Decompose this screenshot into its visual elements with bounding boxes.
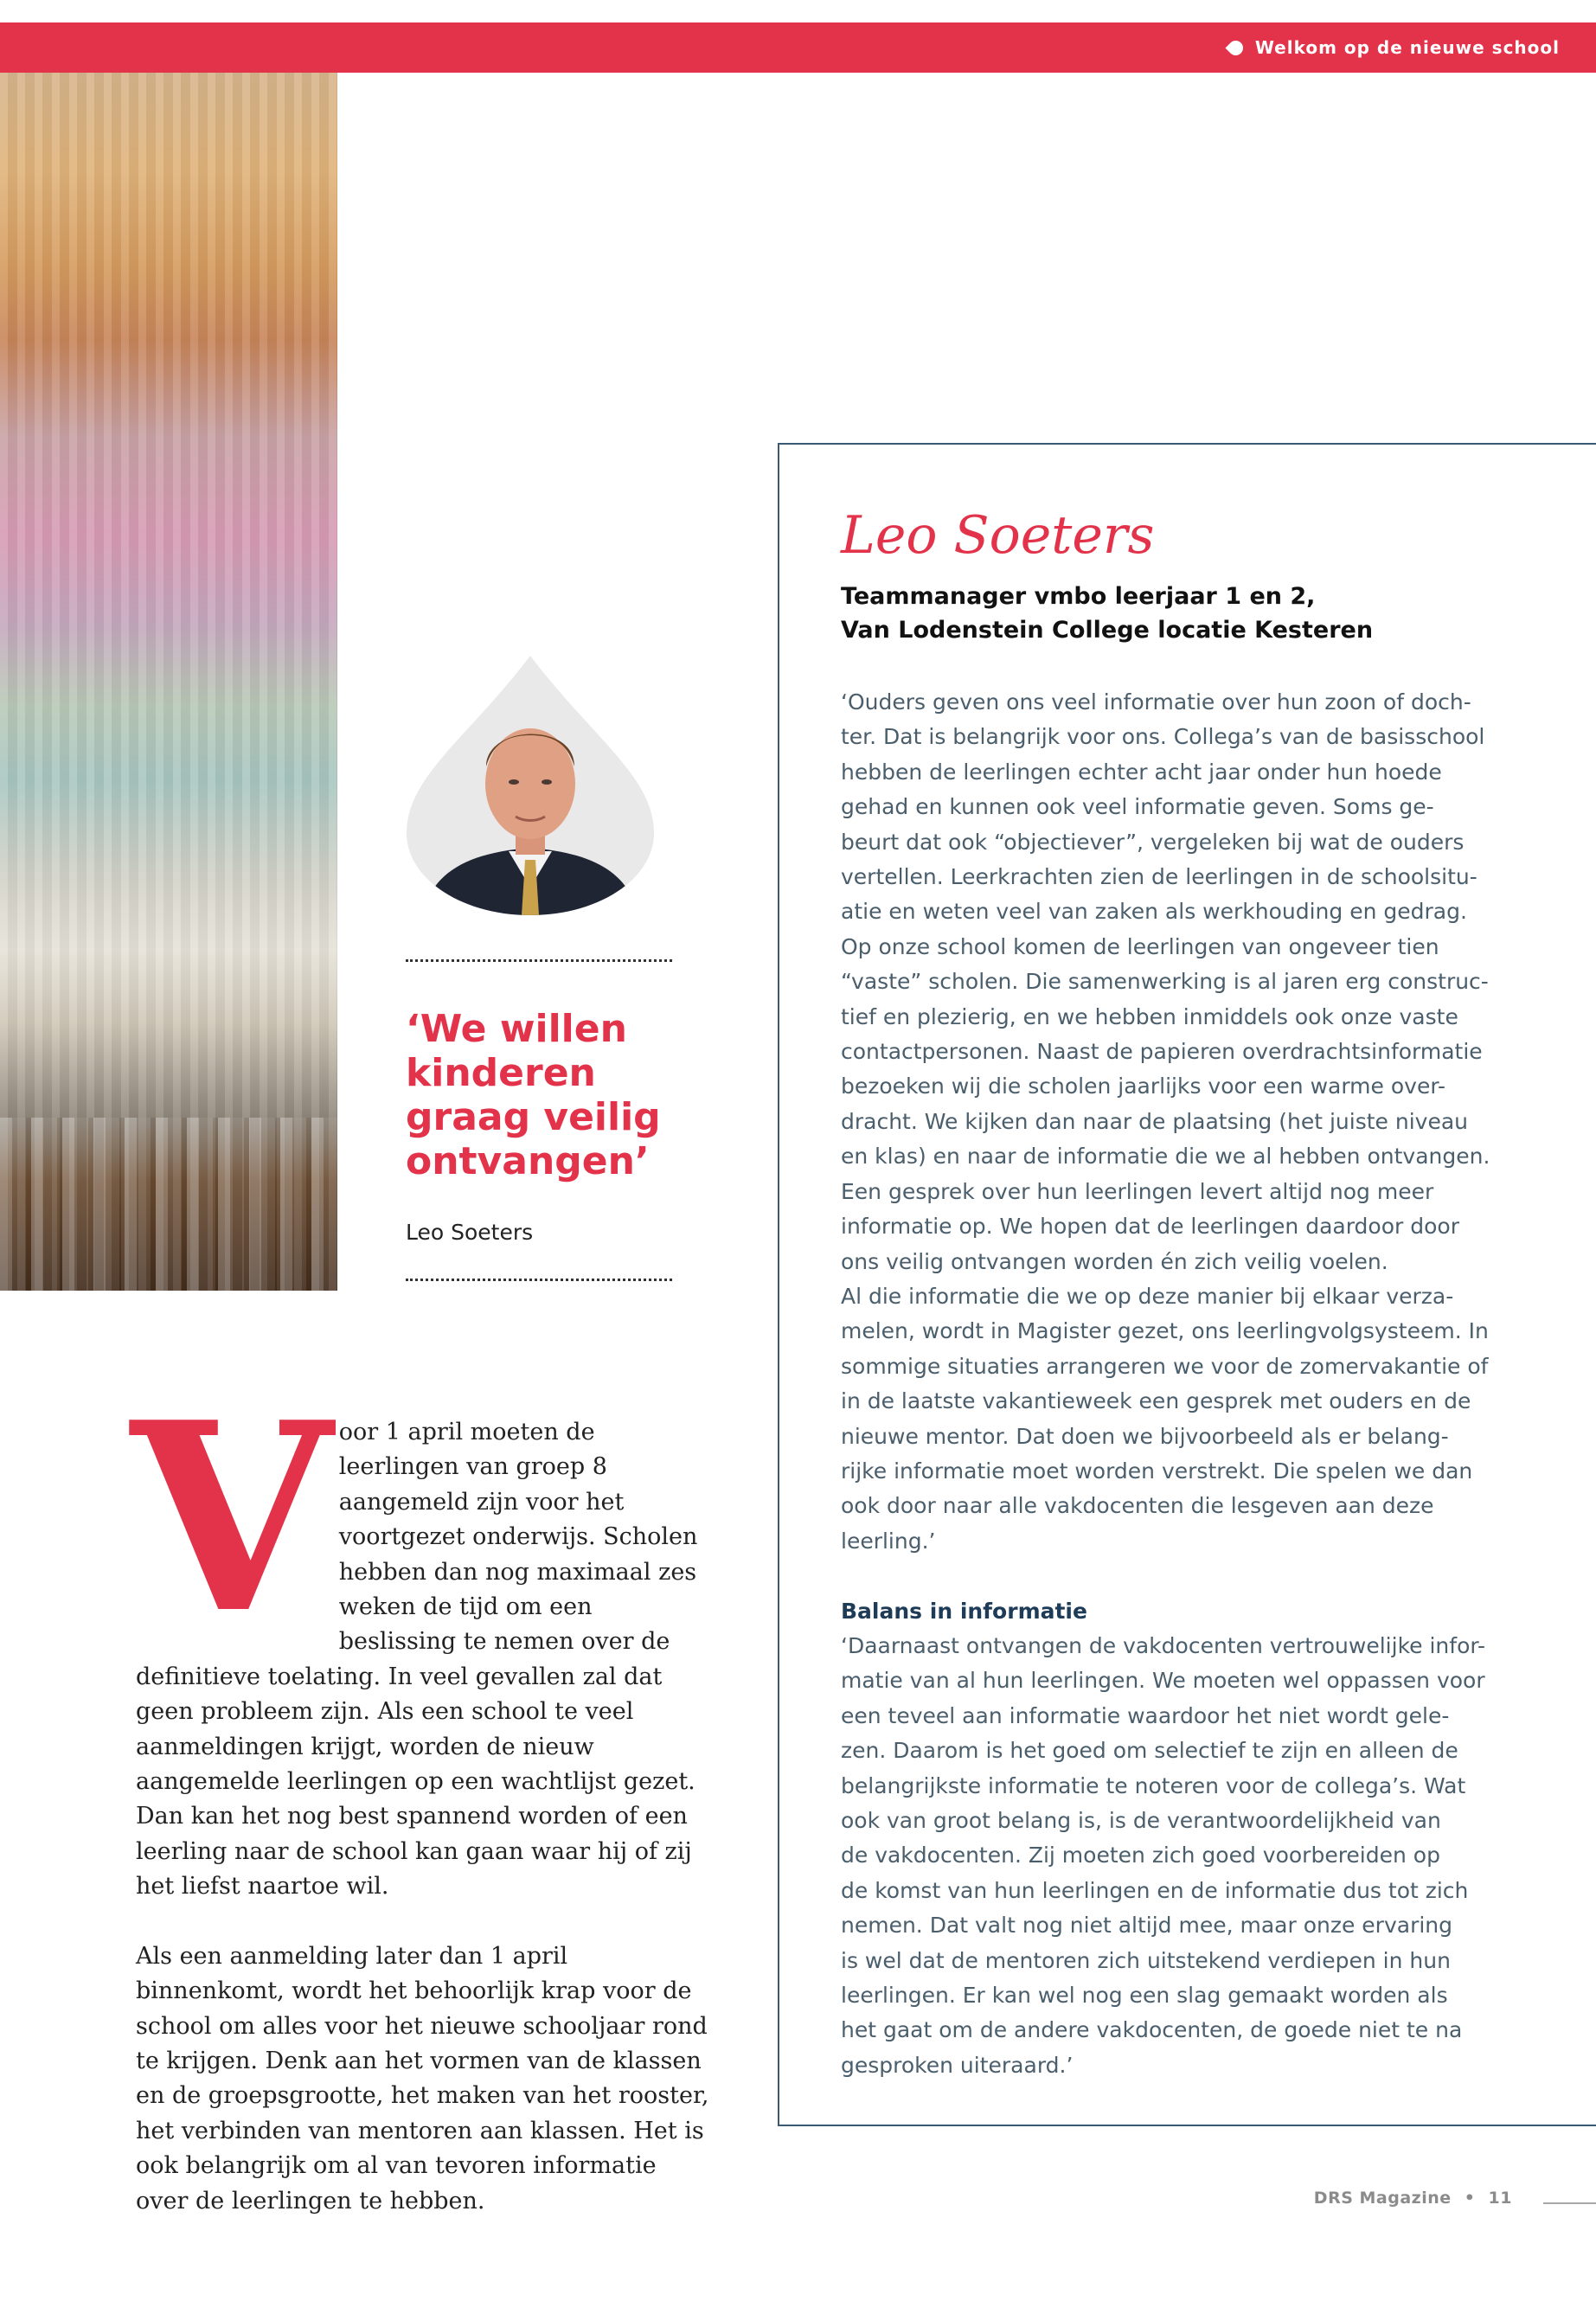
top-dotted-divider xyxy=(406,959,672,962)
interview-line: leerlingen. Er kan wel nog een slag gemaakt worden als xyxy=(841,1983,1448,2009)
interview-line: Al die informatie die we op deze manier bij elkaar verza- xyxy=(841,1283,1454,1309)
interview-line: gehad en kunnen ook veel informatie geven. Soms ge- xyxy=(841,794,1434,820)
section-label-text: Welkom op de nieuwe school xyxy=(1254,37,1560,58)
interview-line: beurt dat ook “objectiever”, vergeleken bij wat de ouders xyxy=(841,829,1465,855)
drop-bullet-icon xyxy=(1225,37,1246,58)
bottom-dotted-divider xyxy=(406,1279,672,1281)
interviewee-name: Leo Soeters xyxy=(841,505,1155,566)
footer-separator: • xyxy=(1464,2189,1476,2208)
pull-quote-line: kinderen xyxy=(406,1051,596,1095)
portrait-icon xyxy=(407,656,654,915)
interview-line: en klas) en naar de informatie die we al hebben ontvangen. xyxy=(841,1144,1490,1170)
interview-line: Een gesprek over hun leerlingen levert altijd nog meer xyxy=(841,1178,1434,1204)
interview-line: atie en weten veel van zaken als werkhouding en gedrag. xyxy=(841,899,1467,925)
interview-line: rijke informatie moet worden verstrekt. Die spelen we dan xyxy=(841,1458,1473,1484)
interview-line: matie van al hun leerlingen. We moeten wel oppassen voor xyxy=(841,1668,1485,1694)
interview-line: tief en plezierig, en we hebben inmiddels ook onze vaste xyxy=(841,1003,1458,1029)
interview-line: een teveel aan informatie waardoor het niet wordt gele- xyxy=(841,1702,1450,1728)
interview-line: in de laatste vakantieweek een gesprek met ouders en de xyxy=(841,1388,1471,1414)
interview-line: nieuwe mentor. Dat doen we bijvoorbeeld als er belang- xyxy=(841,1423,1449,1449)
pull-quote-author: Leo Soeters xyxy=(406,1220,534,1245)
interview-line: ook van groot belang is, is de verantwoordelijkheid van xyxy=(841,1807,1441,1833)
paragraph-gap xyxy=(841,1559,1533,1593)
interview-line: informatie op. We hopen dat de leerlingen daardoor door xyxy=(841,1214,1459,1240)
intro-paragraph-1 xyxy=(131,1365,715,1905)
role-line: Teammanager vmbo leerjaar 1 en 2, xyxy=(841,583,1316,610)
pull-quote xyxy=(406,1007,691,1183)
intro-paragraph-1-text: oor 1 april moeten de leerlingen van groep 8 aangemeld zijn voor het voortgezet onderwijs. Scholen hebben dan nog maximaal zes weken de tijd om een beslissing te nemen over de definitieve toelating. In veel gevallen zal dat geen probleem zijn. Als een school te veel aanmeldingen krijgt, worden de nieuw aangemelde leerlingen op een wachtlijst gezet. Dan kan het nog best spannend worden of een leerling naar de school kan gaan waar hij of zij het liefst naartoe wil. xyxy=(136,1419,698,1900)
pull-quote-line: ontvangen’ xyxy=(406,1139,650,1183)
intro-text xyxy=(131,1365,715,2219)
interview-line: de vakdocenten. Zij moeten zich goed voorbereiden op xyxy=(841,1843,1440,1868)
pull-quote-line: graag veilig xyxy=(406,1095,661,1139)
pull-quote-line: ‘We willen xyxy=(406,1007,627,1051)
interview-line: dracht. We kijken dan naar de plaatsing (het juiste niveau xyxy=(841,1108,1468,1134)
interview-line: het gaat om de andere vakdocenten, de goede niet te na xyxy=(841,2017,1463,2043)
footer-rule xyxy=(1543,2202,1596,2204)
role-line: Van Lodenstein College locatie Kesteren xyxy=(841,617,1374,644)
section-label xyxy=(1228,22,1560,73)
interview-line: gesproken uiteraard.’ xyxy=(841,2052,1074,2078)
interviewee-role xyxy=(841,580,1533,647)
header-bar xyxy=(0,22,1596,73)
interview-line: ons veilig ontvangen worden én zich veilig voelen. xyxy=(841,1248,1388,1274)
interview-line: sommige situaties arrangeren we voor de zomervakantie of xyxy=(841,1353,1489,1379)
interview-line: ter. Dat is belangrijk voor ons. Collega’s van de basisschool xyxy=(841,724,1485,750)
interview-line: Op onze school komen de leerlingen van ongeveer tien xyxy=(841,933,1439,959)
page-footer xyxy=(1314,2189,1512,2208)
interview-line: nemen. Dat valt nog niet altijd mee, maar onze ervaring xyxy=(841,1913,1453,1939)
interview-line: ‘Daarnaast ontvangen de vakdocenten vertrouwelijke infor- xyxy=(841,1632,1486,1658)
interview-body xyxy=(841,685,1533,2083)
interview-line: melen, wordt in Magister gezet, ons leerlingvolgsysteem. In xyxy=(841,1318,1489,1344)
interview-line: contactpersonen. Naast de papieren overdrachtsinformatie xyxy=(841,1039,1483,1065)
interview-line: ook door naar alle vakdocenten die lesgeven aan deze xyxy=(841,1493,1434,1519)
page-number: 11 xyxy=(1488,2189,1512,2208)
hanging-file-folders-photo xyxy=(0,73,337,1291)
interview-line: zen. Daarom is het goed om selectief te zijn en alleen de xyxy=(841,1738,1458,1764)
intro-paragraph-2: Als een aanmelding later dan 1 april binnenkomt, wordt het behoorlijk krap voor de school om alles voor het nieuwe schooljaar rond te krijgen. Denk aan het vormen van de klassen en de groepsgrootte, het maken van het rooster, het verbinden van mentoren aan klassen. Het is ook belangrijk om al van tevoren informatie over de leerlingen te hebben. xyxy=(136,1942,709,2214)
interview-line: is wel dat de mentoren zich uitstekend verdiepen in hun xyxy=(841,1947,1451,1973)
interview-line: ‘Ouders geven ons veel informatie over hun zoon of doch- xyxy=(841,689,1471,715)
interview-line: de komst van hun leerlingen en de informatie dus tot zich xyxy=(841,1877,1469,1903)
interview-line: leerling.’ xyxy=(841,1528,936,1554)
magazine-name: DRS Magazine xyxy=(1313,2189,1452,2208)
interview-line: hebben de leerlingen echter acht jaar onder hun hoede xyxy=(841,759,1442,785)
interview-line: vertellen. Leerkrachten zien de leerlingen in de schoolsitu- xyxy=(841,864,1477,890)
drop-cap: V xyxy=(131,1365,332,1670)
interview-line: belangrijkste informatie te noteren voor de collega’s. Wat xyxy=(841,1772,1466,1798)
subheading: Balans in informatie xyxy=(841,1598,1087,1624)
interview-line: “vaste” scholen. Die samenwerking is al jaren erg construc- xyxy=(841,969,1489,995)
interview-line: bezoeken wij die scholen jaarlijks voor een warme over- xyxy=(841,1074,1446,1099)
